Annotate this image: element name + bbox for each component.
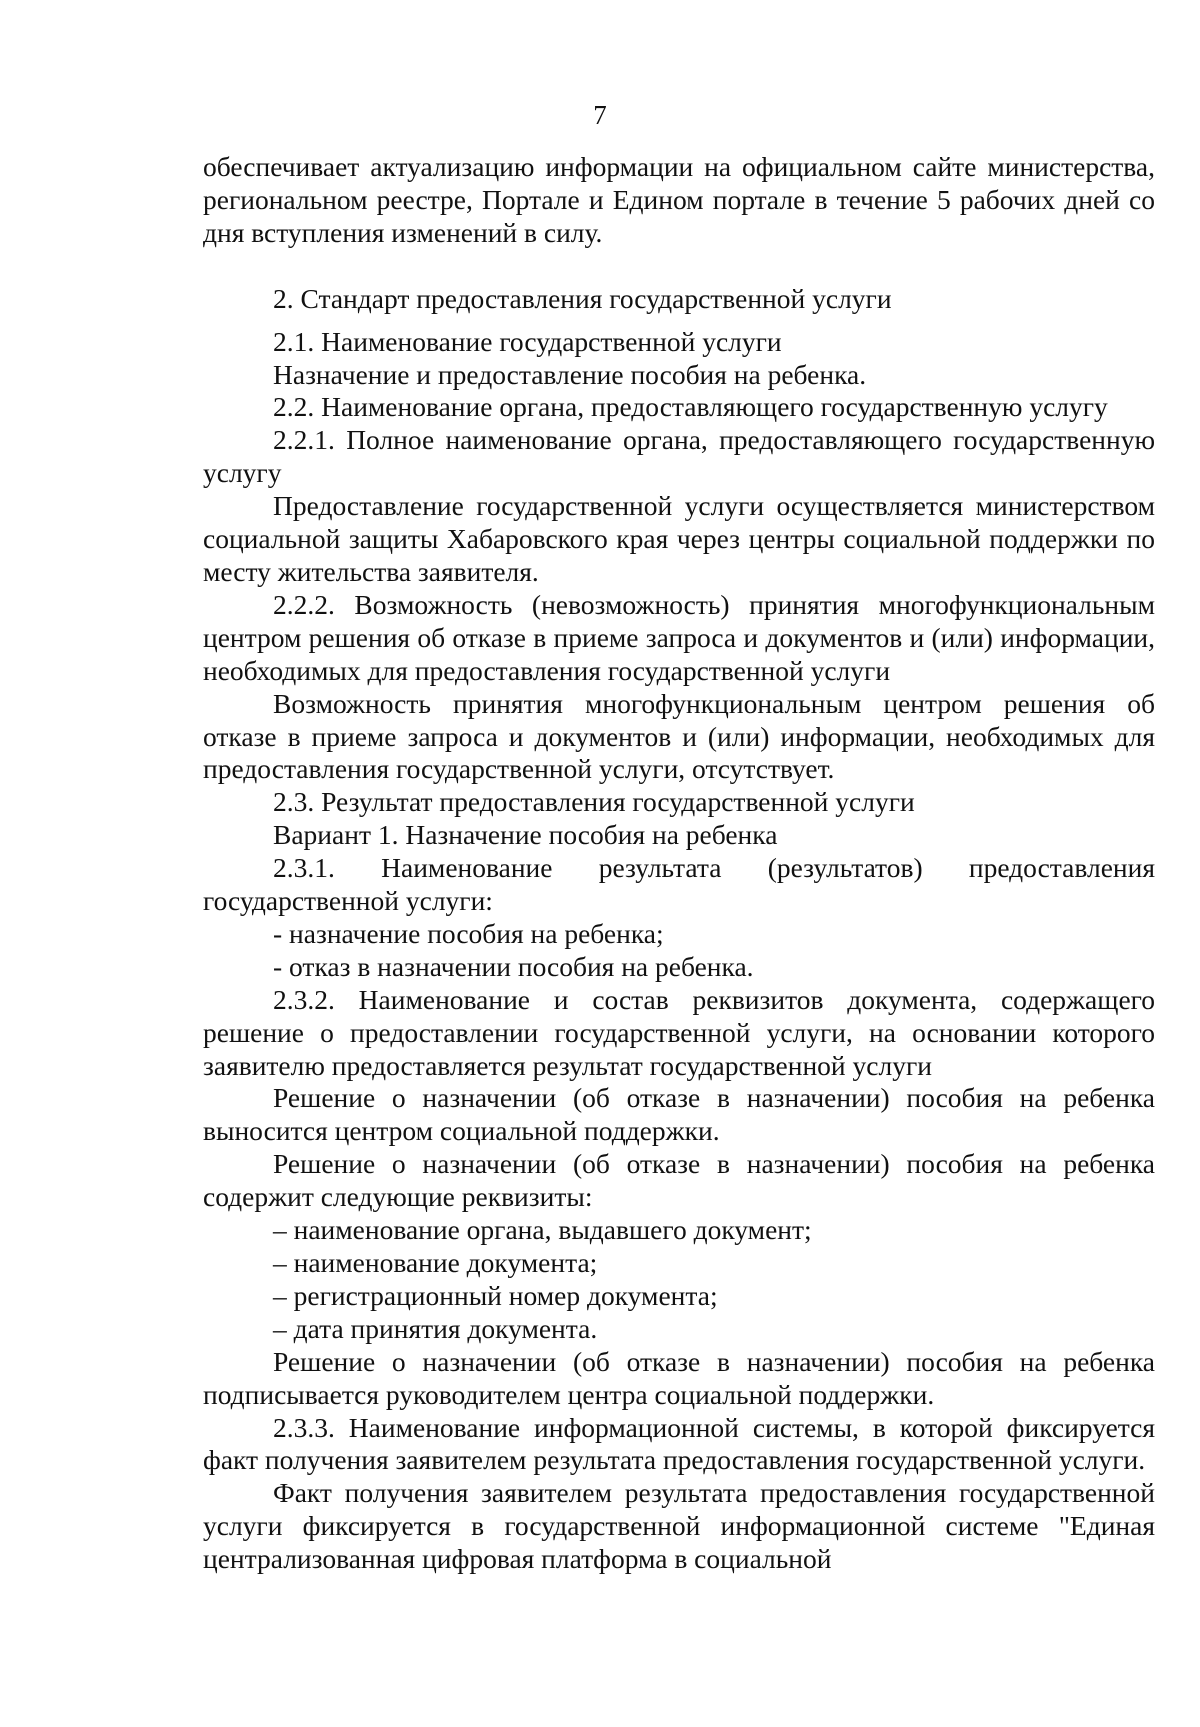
paragraph: обеспечивает актуализацию информации на официальном сайте министерства, региональном реестре, Портале и Едином портале в течение 5 рабочих дней со дня вступления изменений в силу. (203, 151, 1155, 248)
section-spacer (203, 250, 1155, 283)
paragraph: 2.2.1. Полное наименование органа, предоставляющего государственную услугу (203, 424, 1155, 489)
section-spacer (203, 316, 1155, 326)
paragraph: Решение о назначении (об отказе в назначении) пособия на ребенка подписывается руководителем центра социальной поддержки. (203, 1345, 1155, 1410)
paragraph: Решение о назначении (об отказе в назначении) пособия на ребенка содержит следующие реквизиты: (203, 1148, 1155, 1213)
section-heading: 2. Стандарт предоставления государственной услуги (273, 282, 892, 314)
list-item: - назначение пособия на ребенка; (273, 917, 664, 949)
paragraph: Решение о назначении (об отказе в назначении) пособия на ребенка выносится центром социальной поддержки. (203, 1082, 1155, 1147)
page-number: 7 (593, 100, 607, 130)
paragraph: 2.3.3. Наименование информационной системы, в которой фиксируется факт получения заявителем результата предоставления государственной услуги. (203, 1411, 1155, 1476)
paragraph: 2.1. Наименование государственной услуги (273, 325, 782, 357)
paragraph: Факт получения заявителем результата предоставления государственной услуги фиксируется в государственной информационной системе "Единая централизованная цифровая платформа в социальной (203, 1477, 1155, 1575)
list-item: - отказ в назначении пособия на ребенка. (273, 950, 754, 982)
paragraph: 2.2. Наименование органа, предоставляющего государственную услугу (273, 391, 1108, 423)
list-item: – дата принятия документа. (273, 1312, 598, 1344)
paragraph: Предоставление государственной услуги осуществляется министерством социальной защиты Хабаровского края через центры социальной поддержки по месту жительства заявителя. (203, 490, 1155, 587)
paragraph: 2.3.1. Наименование результата (результатов) предоставления государственной услуги: (203, 852, 1155, 917)
paragraph: Вариант 1. Назначение пособия на ребенка (273, 819, 778, 851)
list-item: – наименование документа; (273, 1247, 598, 1278)
list-item: – регистрационный номер документа; (273, 1279, 718, 1311)
list-item: – наименование органа, выдавшего документ; (273, 1214, 812, 1246)
paragraph: Назначение и предоставление пособия на ребенка. (273, 358, 867, 390)
paragraph: 2.3.2. Наименование и состав реквизитов документа, содержащего решение о предоставлении государственной услуги, на основании которого заявителю предоставляется результат государственной услуги (203, 983, 1155, 1081)
paragraph: Возможность принятия многофункциональным центром решения об отказе в приеме запроса и документов и (или) информации, необходимых для предоставления государственной услуги, отсутствует. (203, 687, 1155, 785)
document-body (203, 151, 1155, 1576)
paragraph: 2.3. Результат предоставления государственной услуги (273, 786, 915, 818)
paragraph: 2.2.2. Возможность (невозможность) принятия многофункциональным центром решения об отказе в приеме запроса и документов и (или) информации, необходимых для предоставления государственной услуги (203, 588, 1155, 686)
